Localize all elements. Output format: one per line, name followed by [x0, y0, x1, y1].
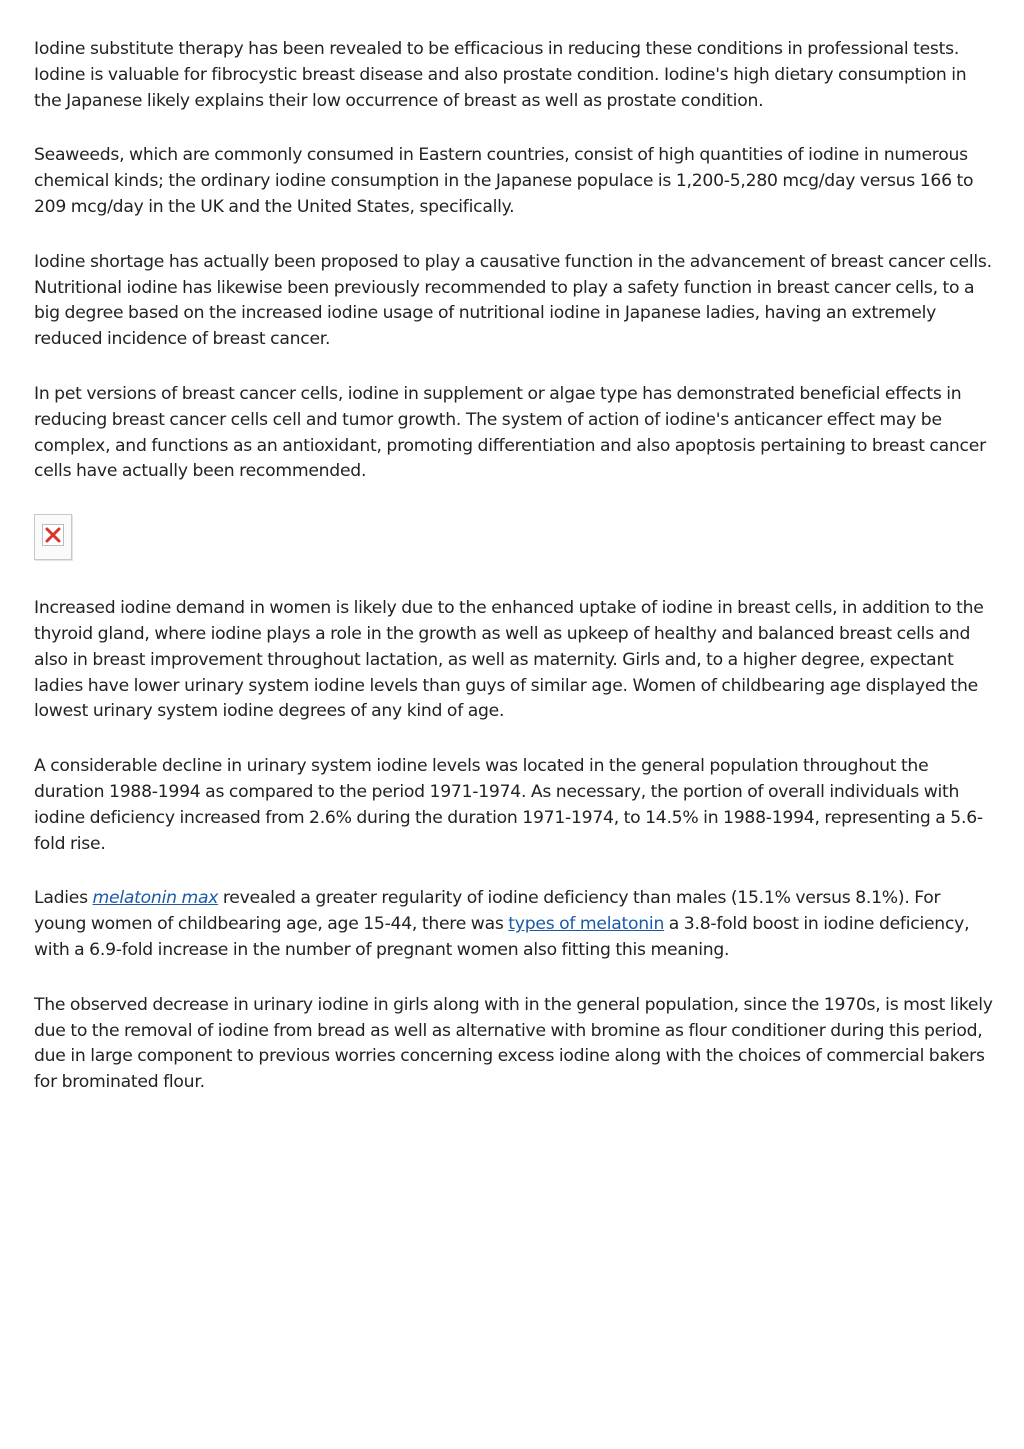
paragraph-7-text-2: revealed a greater regularity of iodine deficiency than males (15.1% versus 8.1%). For young women of childbearing age, age 15-44, there was — [34, 888, 941, 935]
article-body — [34, 37, 994, 1125]
broken-image-icon — [42, 524, 64, 546]
red-x-icon — [43, 525, 63, 545]
broken-image-placeholder — [34, 514, 72, 560]
paragraph-7 — [34, 886, 994, 963]
paragraph-7-text-3: a 3.8-fold boost in iodine deficiency, with a 6.9-fold increase in the number of pregnant women also fitting this meaning. — [34, 914, 970, 960]
types-of-melatonin-link[interactable]: types of melatonin — [508, 914, 665, 935]
paragraph-1: Iodine substitute therapy has been revealed to be efficacious in reducing these conditions in professional tests. Iodine is valuable for fibrocystic breast disease and also prostate condition. Iodine's high dietary consumption in the Japanese likely explains their low occurrence of breast as well as prostate condition. — [34, 39, 967, 111]
paragraph-6: A considerable decline in urinary system iodine levels was located in the general population throughout the duration 1988-1994 as compared to the period 1971-1974. As necessary, the portion of overall individuals with iodine deficiency increased from 2.6% during the duration 1971-1974, to 14.5% in 1988-1994, representing a 5.6-fold rise. — [34, 756, 983, 854]
paragraph-2: Seaweeds, which are commonly consumed in Eastern countries, consist of high quantities of iodine in numerous chemical kinds; the ordinary iodine consumption in the Japanese populace is 1,200-5,280 mcg/day versus 166 to 209 mcg/day in the UK and the United States, specifically. — [34, 145, 974, 217]
paragraph-4: In pet versions of breast cancer cells, iodine in supplement or algae type has demonstrated beneficial effects in reducing breast cancer cells cell and tumor growth. The system of action of iodine's anticancer effect may be complex, and functions as an antioxidant, promoting differentiation and also apoptosis pertaining to breast cancer cells have actually been recommended. — [34, 383, 986, 482]
melatonin-max-link[interactable]: melatonin max — [92, 888, 219, 909]
paragraph-7-text-1: Ladies — [34, 888, 93, 909]
paragraph-3: Iodine shortage has actually been proposed to play a causative function in the advancement of breast cancer cells. Nutritional iodine has likewise been previously recommended to play a safety function in breast cancer cells, to a big degree based on the increased iodine usage of nutritional iodine in Japanese ladies, having an extremely reduced incidence of breast cancer. — [34, 251, 992, 350]
paragraph-8: The observed decrease in urinary iodine in girls along with in the general population, since the 1970s, is most likely due to the removal of iodine from bread as well as alternative with bromine as flour conditioner during this period, due in large component to previous worries concerning excess iodine along with the choices of commercial bakers for brominated flour. — [34, 994, 993, 1093]
paragraph-5: Increased iodine demand in women is likely due to the enhanced uptake of iodine in breast cells, in addition to the thyroid gland, where iodine plays a role in the growth as well as upkeep of healthy and balanced breast cells and also in breast improvement throughout lactation, as well as maternity. Girls and, to a higher degree, expectant ladies have lower urinary system iodine levels than guys of similar age. Women of childbearing age displayed the lowest urinary system iodine degrees of any kind of age. — [34, 598, 984, 722]
